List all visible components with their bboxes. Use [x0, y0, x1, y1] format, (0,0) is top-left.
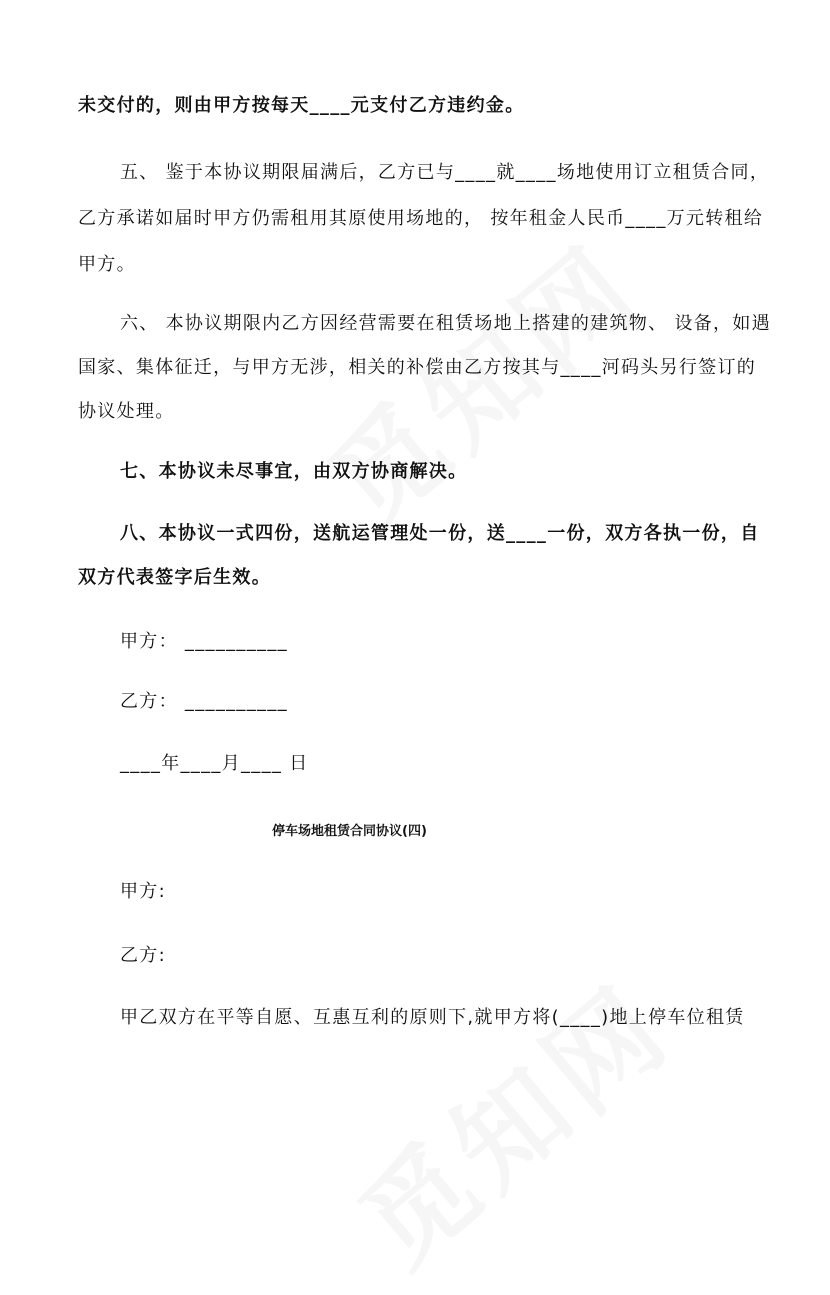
section-title: 停车场地租赁合同协议(四)	[272, 824, 427, 839]
paragraph-line: 协议处理。	[78, 401, 175, 422]
paragraph-line: 未交付的，则由甲方按每天____元支付乙方违约金。	[78, 95, 525, 116]
party-b-label: 乙方:	[120, 945, 166, 966]
paragraph-line: 乙方承诺如届时甲方仍需租用其原使用场地的， 按年租金人民币____万元转租给	[78, 208, 764, 229]
paragraph-line: 八、本协议一式四份，送航运管理处一份，送____一份，双方各执一份，自	[120, 523, 760, 544]
signature-party-a: 甲方： __________	[120, 631, 288, 652]
paragraph-line: 六、 本协议期限内乙方因经营需要在租赁场地上搭建的建筑物、 设备，如遇	[120, 313, 771, 334]
signature-party-b: 乙方： __________	[120, 691, 288, 712]
paragraph-line: 双方代表签字后生效。	[78, 567, 271, 588]
signature-date: ____年____月____ 日	[120, 753, 309, 774]
party-a-label: 甲方:	[120, 881, 166, 902]
intro-line: 甲乙双方在平等自愿、互惠互利的原则下,就甲方将(____)地上停车位租赁	[120, 1007, 745, 1028]
paragraph-line: 七、本协议未尽事宜，由双方协商解决。	[120, 461, 468, 482]
paragraph-line: 国家、集体征迁，与甲方无涉，相关的补偿由乙方按其与____河码头另行签订的	[78, 357, 757, 378]
paragraph-line: 五、 鉴于本协议期限届满后，乙方已与____就____场地使用订立租赁合同，	[120, 162, 770, 183]
watermark	[321, 943, 698, 1295]
paragraph-line: 甲方。	[78, 254, 136, 275]
